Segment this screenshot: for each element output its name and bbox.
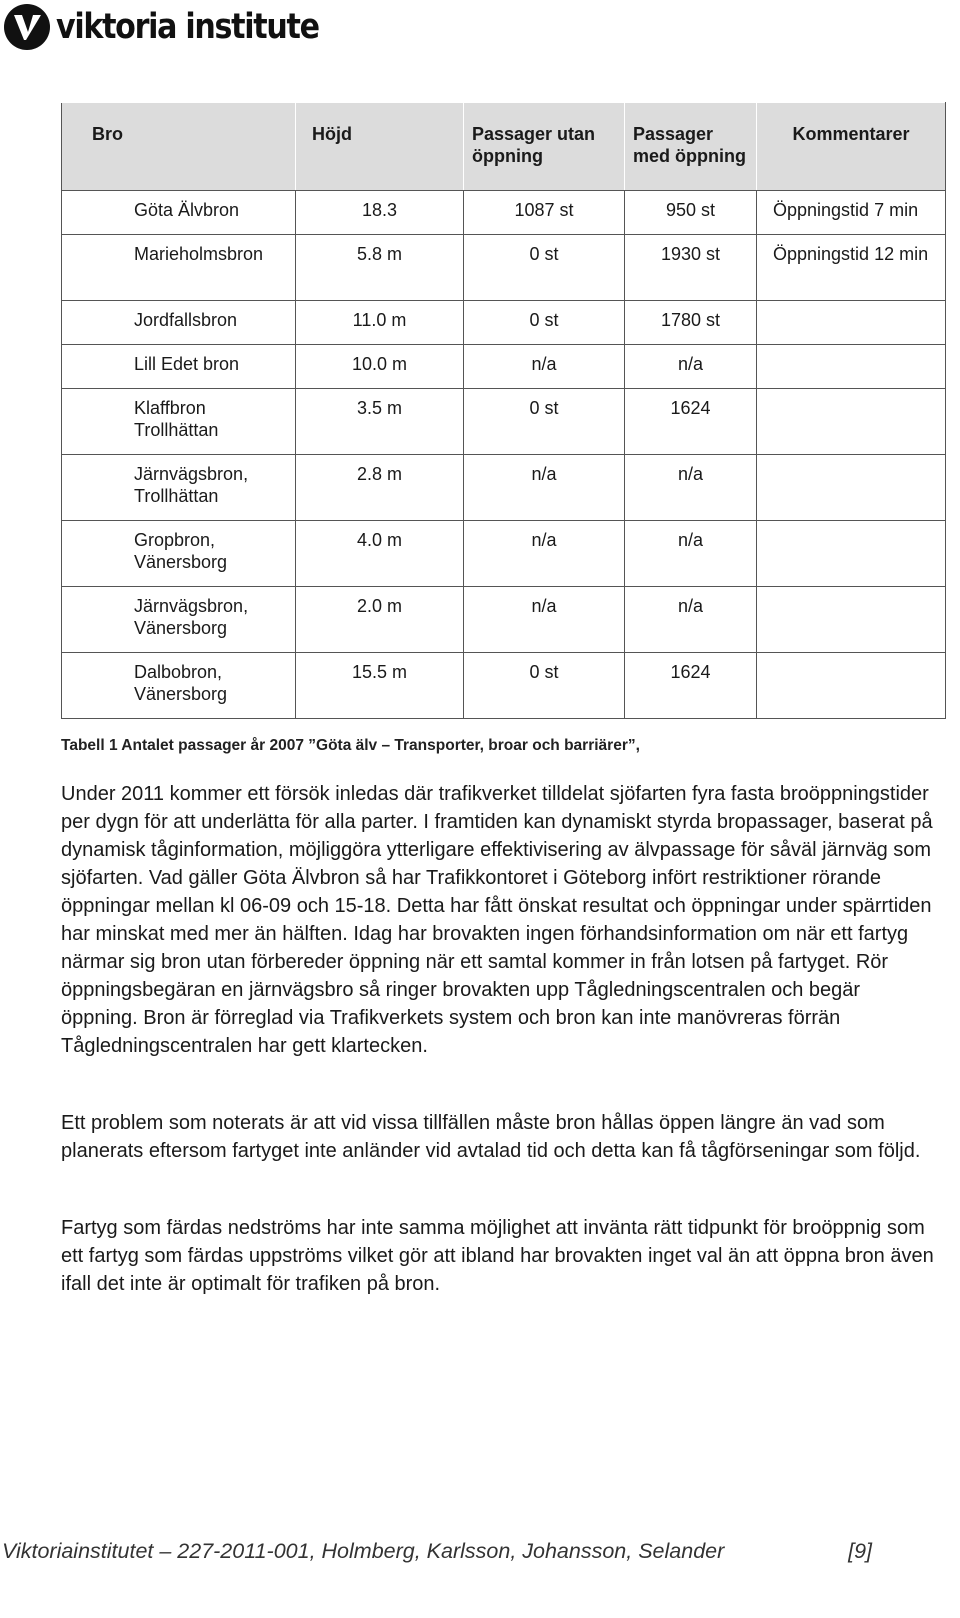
cell-utan: 0 st — [464, 389, 625, 455]
cell-med: n/a — [625, 521, 757, 587]
page-footer — [2, 1539, 872, 1564]
table-row — [62, 587, 946, 653]
cell-med: 950 st — [625, 191, 757, 235]
cell-hojd: 15.5 m — [296, 653, 464, 719]
cell-kommentar — [757, 301, 946, 345]
paragraph-3: Fartyg som färdas nedströms har inte samma möjlighet att invänta rätt tidpunkt för broöppnig som ett fartyg som färdas uppströms vilket gör att ibland har brovakten inget val än att öppna bron även ifall det inte är optimalt för trafiken på bron. — [61, 1217, 934, 1295]
viktoria-logo-icon — [2, 2, 52, 52]
cell-med: n/a — [625, 345, 757, 389]
cell-med: 1930 st — [625, 235, 757, 301]
cell-utan: n/a — [464, 587, 625, 653]
cell-bro: Göta Älvbron — [62, 191, 296, 235]
cell-bro: Jordfallsbron — [62, 301, 296, 345]
cell-hojd: 4.0 m — [296, 521, 464, 587]
cell-hojd: 3.5 m — [296, 389, 464, 455]
page-number: [9] — [848, 1539, 872, 1563]
cell-kommentar — [757, 521, 946, 587]
cell-med: 1624 — [625, 653, 757, 719]
cell-kommentar — [757, 587, 946, 653]
cell-bro: Klaffbron Trollhättan — [62, 389, 296, 455]
paragraph-1: Under 2011 kommer ett försök inledas där trafikverket tilldelat sjöfarten fyra fasta broöppningstider per dygn för att underlätta för alla parter. I framtiden kan dynamiskt styrda bropassager, baserat på dynamisk tåginformation, möjliggöra ytterligare effektivisering av älvpassage för såväl järnväg som sjöfarten. Vad gäller Göta Älvbron så har Trafikkontoret i Göteborg infört restriktioner rörande öppningar mellan kl 06-09 och 15-18. Detta har fått önskat resultat och öppningar under spärrtiden har minskat med mer än hälften. Idag har brovakten ingen förhandsinformation om när ett fartyg närmar sig bron utan förbereder öppning när ett samtal kommer in från lotsen på fartyget. Rör öppningsbegäran en järnvägsbro så ringer brovakten upp Tågledningscentralen och begär öppning. Bron är förreglad via Trafikverkets system och bron kan inte manövreras förrän Tågledningscentralen har gett klartecken. — [61, 783, 933, 1057]
cell-bro: Dalbobron, Vänersborg — [62, 653, 296, 719]
cell-utan: 0 st — [464, 653, 625, 719]
paragraph-2: Ett problem som noterats är att vid vissa tillfällen måste bron hållas öppen längre än vad som planerats eftersom fartyget inte anländer vid avtalad tid och detta kan få tågförseningar som följd. — [61, 1112, 921, 1162]
cell-utan: 1087 st — [464, 191, 625, 235]
cell-bro: Järnvägsbron, Vänersborg — [62, 587, 296, 653]
header-passager-med: Passager med öppning — [625, 103, 757, 191]
header-hojd: Höjd — [296, 103, 464, 191]
table-row — [62, 235, 946, 301]
cell-utan: 0 st — [464, 301, 625, 345]
cell-utan: n/a — [464, 345, 625, 389]
cell-med: 1624 — [625, 389, 757, 455]
cell-bro: Järnvägsbron, Trollhättan — [62, 455, 296, 521]
header-passager-utan: Passager utan öppning — [464, 103, 625, 191]
table-row — [62, 455, 946, 521]
cell-utan: n/a — [464, 521, 625, 587]
cell-hojd: 2.0 m — [296, 587, 464, 653]
logo-text: viktoria institute — [56, 7, 319, 47]
header-bro: Bro — [62, 103, 296, 191]
cell-med: n/a — [625, 587, 757, 653]
cell-hojd: 5.8 m — [296, 235, 464, 301]
cell-kommentar: Öppningstid 7 min — [757, 191, 946, 235]
footer-citation: Viktoriainstitutet – 227-2011-001, Holmberg, Karlsson, Johansson, Selander — [2, 1539, 725, 1563]
table-row — [62, 301, 946, 345]
cell-hojd: 11.0 m — [296, 301, 464, 345]
table-caption: Tabell 1 Antalet passager år 2007 ”Göta älv – Transporter, broar och barriärer”, — [61, 737, 640, 754]
cell-kommentar — [757, 653, 946, 719]
cell-utan: n/a — [464, 455, 625, 521]
table-row — [62, 191, 946, 235]
logo — [2, 2, 362, 52]
cell-med: n/a — [625, 455, 757, 521]
cell-bro: Gropbron, Vänersborg — [62, 521, 296, 587]
cell-kommentar — [757, 455, 946, 521]
cell-bro: Marieholmsbron — [62, 235, 296, 301]
table-row — [62, 389, 946, 455]
cell-hojd: 18.3 — [296, 191, 464, 235]
header-kommentarer: Kommentarer — [757, 103, 946, 191]
table-row — [62, 521, 946, 587]
cell-bro: Lill Edet bron — [62, 345, 296, 389]
cell-utan: 0 st — [464, 235, 625, 301]
cell-kommentar — [757, 389, 946, 455]
cell-hojd: 2.8 m — [296, 455, 464, 521]
cell-med: 1780 st — [625, 301, 757, 345]
table-row — [62, 653, 946, 719]
table-row — [62, 345, 946, 389]
cell-hojd: 10.0 m — [296, 345, 464, 389]
bridge-passage-table — [61, 102, 946, 719]
cell-kommentar — [757, 345, 946, 389]
table-header-row — [62, 103, 946, 191]
cell-kommentar: Öppningstid 12 min — [757, 235, 946, 301]
